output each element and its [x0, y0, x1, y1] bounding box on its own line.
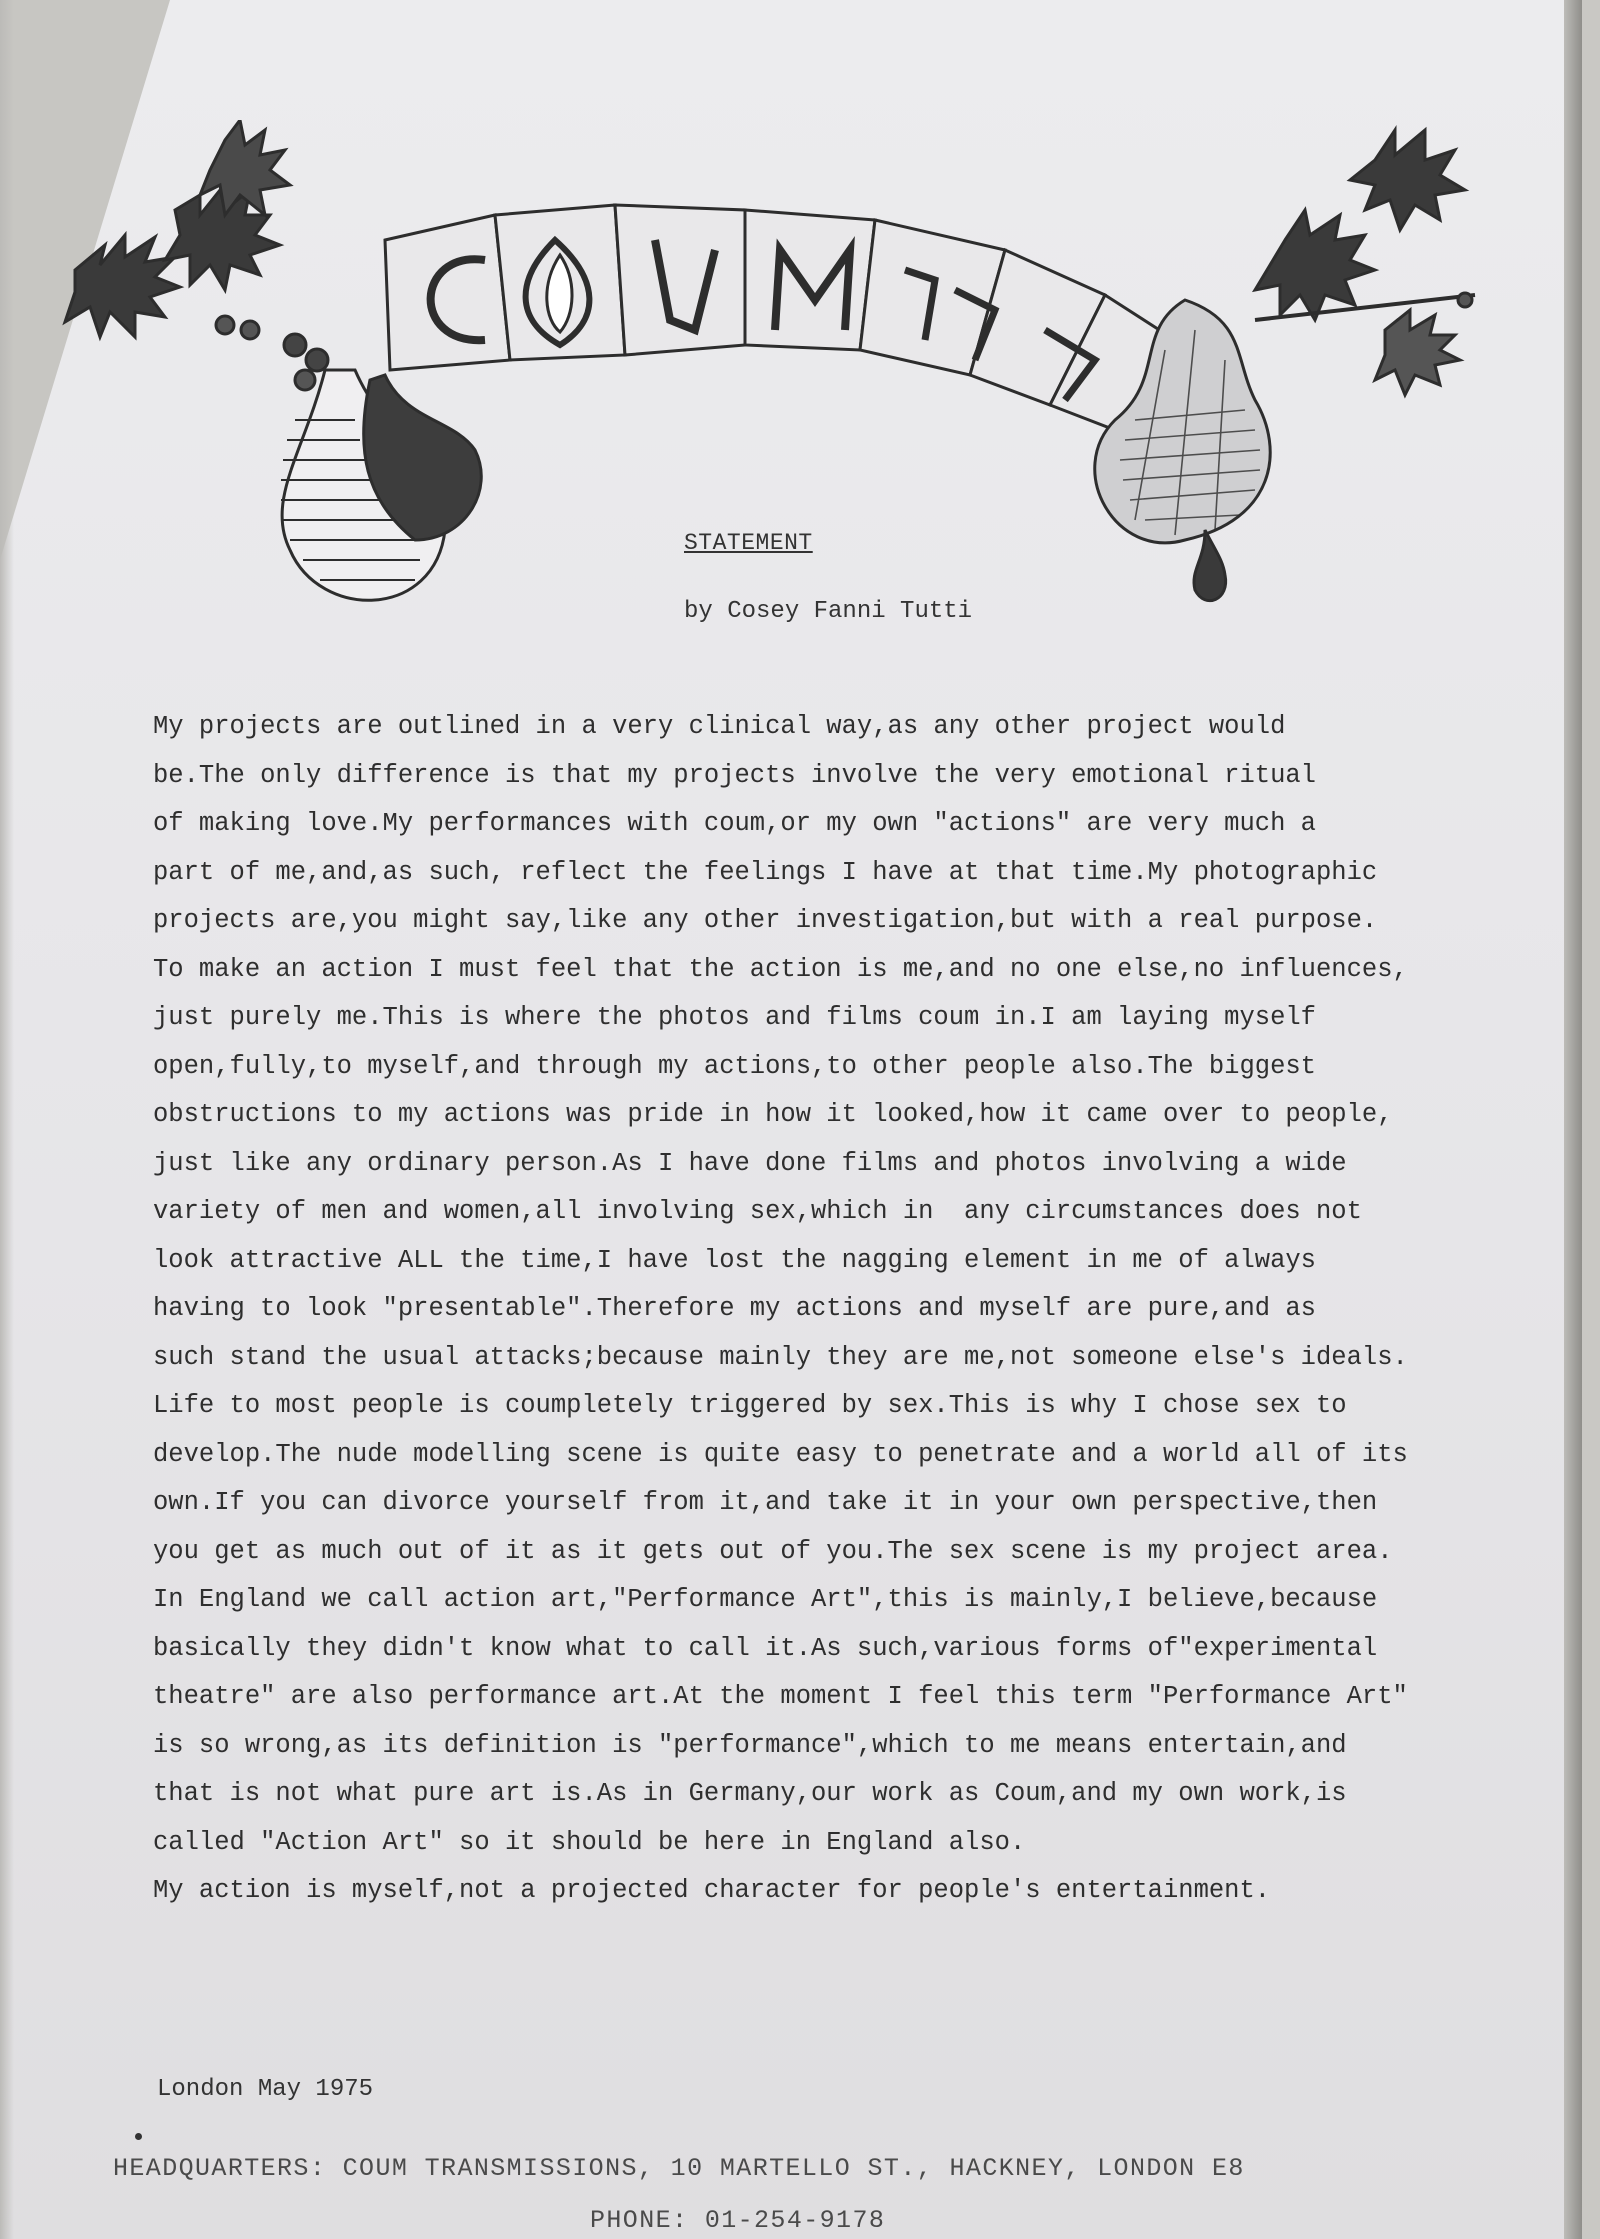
author-byline: by Cosey Fanni Tutti [684, 598, 973, 625]
body-line: In England we call action art,"Performance Art",this is mainly,I believe,because [153, 1585, 1378, 1614]
body-line: obstructions to my actions was pride in how it looked,how it came over to people, [153, 1100, 1393, 1129]
berry-icon [216, 316, 234, 334]
banner-panels [385, 205, 1175, 430]
body-line: part of me,and,as such, reflect the feelings I have at that time.My photographic [153, 857, 1378, 887]
body-line: just like any ordinary person.As I have done films and photos involving a wide [153, 1148, 1347, 1178]
holly-leaf-icon [65, 235, 180, 337]
headquarters-address: HEADQUARTERS: COUM TRANSMISSIONS, 10 MARTELLO ST., HACKNEY, LONDON E8 [113, 2154, 1245, 2183]
page-edge [1564, 0, 1582, 2239]
body-line: is so wrong,as its definition is "performance",which to me means entertain,and [153, 1730, 1347, 1760]
berry-icon [284, 334, 306, 356]
body-line: you get as much out of it as it gets out of you.The sex scene is my project area. [153, 1536, 1393, 1566]
body-line: having to look "presentable".Therefore my actions and myself are pure,and as [153, 1294, 1316, 1323]
holly-leaf-icon [1255, 210, 1375, 320]
phone-number: PHONE: 01-254-9178 [590, 2206, 886, 2235]
drip-icon [1194, 530, 1226, 601]
page-fold-shadow [0, 0, 14, 2239]
statement-title: STATEMENT [684, 530, 813, 556]
body-line: just purely me.This is where the photos and films coum in.I am laying myself [153, 1003, 1316, 1032]
holly-leaf-icon [1375, 310, 1460, 395]
body-line: of making love.My performances with coum,or my own "actions" are very much a [153, 809, 1316, 838]
berry-icon [241, 321, 259, 339]
ink-dot [135, 2133, 142, 2140]
body-line: open,fully,to myself,and through my actions,to other people also.The biggest [153, 1051, 1316, 1081]
dateline: London May 1975 [157, 2076, 374, 2103]
berry-icon [295, 370, 315, 390]
holly-leaf-icon [1350, 130, 1465, 230]
body-line: variety of men and women,all involving sex,which in any circumstances does not [153, 1197, 1362, 1226]
body-line: develop.The nude modelling scene is quite easy to penetrate and a world all of its [153, 1439, 1408, 1469]
closing-line: My action is myself,not a projected character for people's entertainment. [153, 1876, 1271, 1905]
body-line: theatre" are also performance art.At the moment I feel this term "Performance Art" [153, 1682, 1408, 1711]
berry-icon [306, 349, 328, 371]
body-line: Life to most people is coumpletely triggered by sex.This is why I chose sex to [153, 1391, 1347, 1420]
berry-icon [1458, 293, 1472, 307]
body-line: look attractive ALL the time,I have lost the nagging element in me of always [153, 1245, 1316, 1275]
body-line: basically they didn't know what to call it.As such,various forms of"experimental [153, 1633, 1378, 1663]
body-line: called "Action Art" so it should be here in England also. [153, 1827, 1026, 1857]
body-line: that is not what pure art is.As in Germany,our work as Coum,and my own work,is [153, 1779, 1347, 1808]
body-line: projects are,you might say,like any other investigation,but with a real purpose. [153, 906, 1378, 935]
coum-banner-logo-icon [55, 120, 1525, 640]
statement-body [153, 703, 1503, 1916]
body-line: My projects are outlined in a very clinical way,as any other project would [153, 712, 1286, 741]
body-line: be.The only difference is that my projects involve the very emotional ritual [153, 760, 1316, 790]
body-line: such stand the usual attacks;because mainly they are me,not someone else's ideals. [153, 1342, 1408, 1372]
body-line: own.If you can divorce yourself from it,and take it in your own perspective,then [153, 1488, 1378, 1517]
body-line: To make an action I must feel that the action is me,and no one else,no influences, [153, 954, 1408, 984]
